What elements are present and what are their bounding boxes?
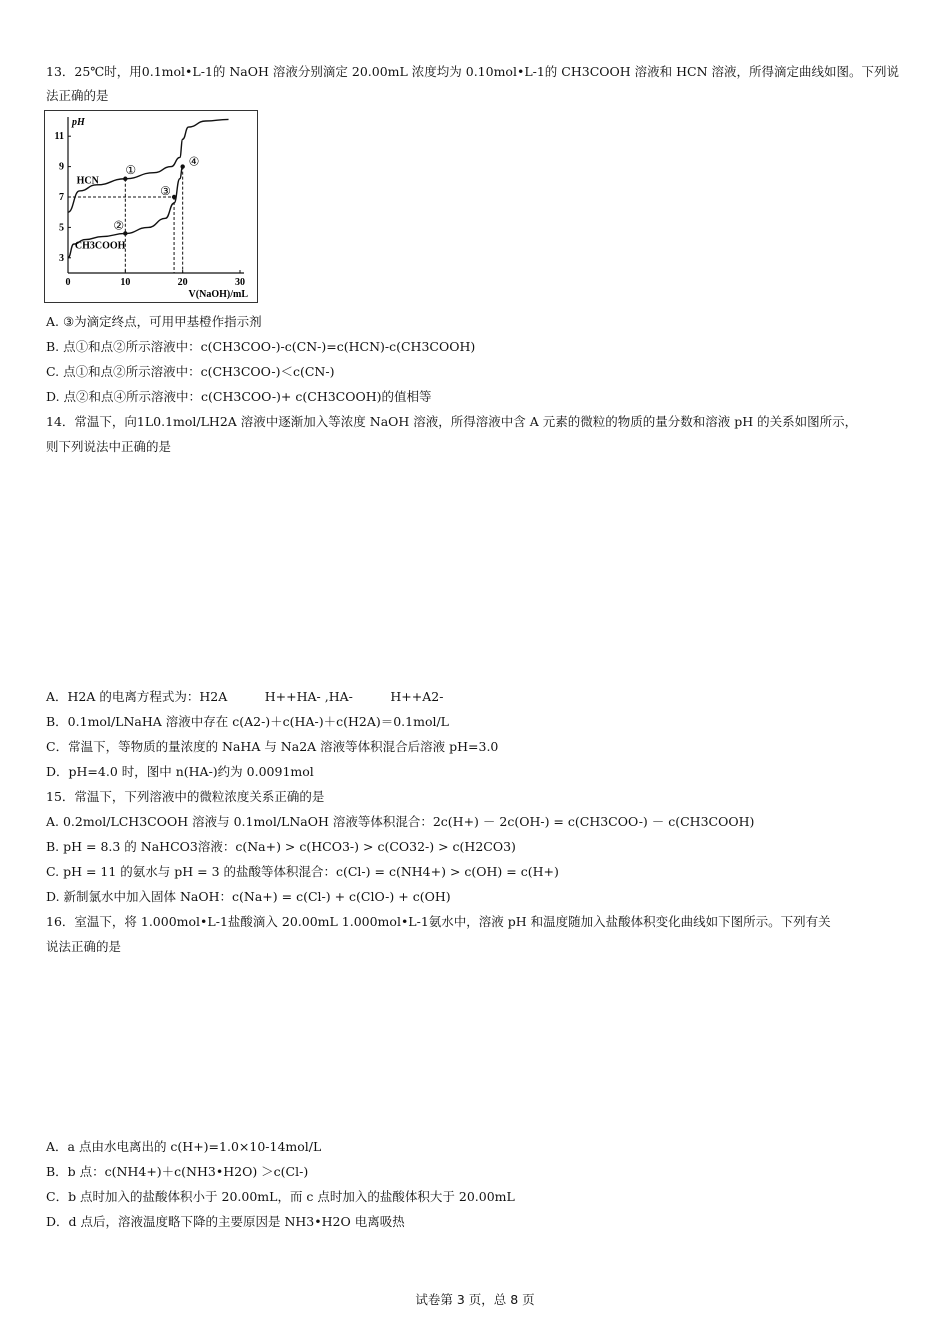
x-axis-label: V(NaOH)/mL [188,289,248,300]
q14-option-b: B．0.1mol/LNaHA 溶液中存在 c(A2-)＋c(HA-)＋c(H2A)＝0.1mol/L [46,714,449,729]
point-marker-1 [123,177,127,181]
q16-option-a: A．a 点由水电离出的 c(H+)=1.0×10-14mol/L [46,1139,322,1154]
q16-option-c: C．b 点时加入的盐酸体积小于 20.00mL，而 c 点时加入的盐酸体积大于 20.00mL [46,1189,515,1204]
q14-stem-line2: 则下列说法中正确的是 [46,439,172,454]
ch3cooh-series-label: CH3COOH [74,240,126,252]
x-tick-label: 10 [120,277,131,288]
y-tick-label: 11 [54,131,64,143]
q16-stem-line2: 说法正确的是 [46,939,122,954]
titration-chart [44,110,258,303]
point-marker-4 [180,164,184,168]
y-tick-label: 9 [59,161,64,173]
q15-option-a: A. 0.2mol/LCH3COOH 溶液与 0.1mol/LNaOH 溶液等体积混合：2c(H+) － 2c(OH-) = c(CH3COO-) － c(CH3COOH) [46,814,755,829]
q14-stem-line1: 14．常温下，向1L0.1mol/LH2A 溶液中逐渐加入等浓度 NaOH 溶液，所得溶液中含 A 元素的微粒的物质的量分数和溶液 pH 的关系如图所示， [46,414,858,429]
point-label-1: ① [125,162,137,177]
q14-option-a: A．H2A 的电离方程式为：H2A H++HA- ,HA- H++A2- [46,689,444,704]
q13-option-c: C. 点①和点②所示溶液中：c(CH3COO-)＜c(CN-) [46,364,335,379]
q15-stem: 15．常温下，下列溶液中的微粒浓度关系正确的是 [46,789,325,804]
x-tick-label: 20 [177,277,188,288]
q13-option-a: A. ③为滴定终点，可用甲基橙作指示剂 [46,314,262,329]
y-tick-label: 3 [59,252,64,264]
q14-option-d: D．pH=4.0 时，图中 n(HA-)约为 0.0091mol [46,764,314,779]
q15-option-d: D. 新制氯水中加入固体 NaOH：c(Na+) = c(Cl-) + c(ClO-) + c(OH) [46,889,451,904]
q16-option-d: D．d 点后，溶液温度略下降的主要原因是 NH3•H2O 电离吸热 [46,1214,405,1229]
q13-option-b: B. 点①和点②所示溶液中：c(CH3COO-)-c(CN-)=c(HCN)-c(CH3COOH) [46,339,476,354]
hcn-curve [68,119,229,212]
hcn-series-label: HCN [76,175,99,187]
x-tick-label: 0 [65,277,71,288]
q13-stem-line2: 法正确的是 [46,88,109,103]
q15-option-c: C. pH = 11 的氨水与 pH = 3 的盐酸等体积混合：c(Cl-) = c(NH4+) > c(OH) = c(H+) [46,864,559,879]
q14-option-c: C．常温下，等物质的量浓度的 NaHA 与 Na2A 溶液等体积混合后溶液 pH=3.0 [46,739,499,754]
point-marker-3 [172,195,176,199]
q13-option-d: D. 点②和点④所示溶液中：c(CH3COO-)+ c(CH3COOH)的值相等 [46,389,432,404]
y-tick-label: 5 [59,222,64,234]
point-label-3: ③ [160,184,171,198]
q15-option-b: B. pH = 8.3 的 NaHCO3溶液：c(Na+) > c(HCO3-) > c(CO32-) > c(H2CO3) [46,839,516,854]
y-axis-label: pH [72,117,85,128]
q16-option-b: B．b 点：c(NH4+)＋c(NH3•H2O) ＞c(Cl-) [46,1164,309,1179]
x-tick-label: 30 [235,277,245,288]
titration-chart-svg [45,111,257,302]
y-tick-label: 7 [59,192,64,203]
q16-stem-line1: 16．室温下，将 1.000mol•L-1盐酸滴入 20.00mL 1.000mol•L-1氨水中，溶液 pH 和温度随加入盐酸体积变化曲线如下图所示。下列有关 [46,914,831,929]
page-footer: 试卷第 3 页，总 8 页 [415,1292,535,1307]
point-label-4: ④ [188,154,200,169]
q13-stem-line1: 13．25℃时，用0.1mol•L-1的 NaOH 溶液分别滴定 20.00mL 浓度均为 0.10mol•L-1的 CH3COOH 溶液和 HCN 溶液，所得滴定曲线如图。下列说 [46,64,899,79]
point-label-2: ② [113,218,125,233]
